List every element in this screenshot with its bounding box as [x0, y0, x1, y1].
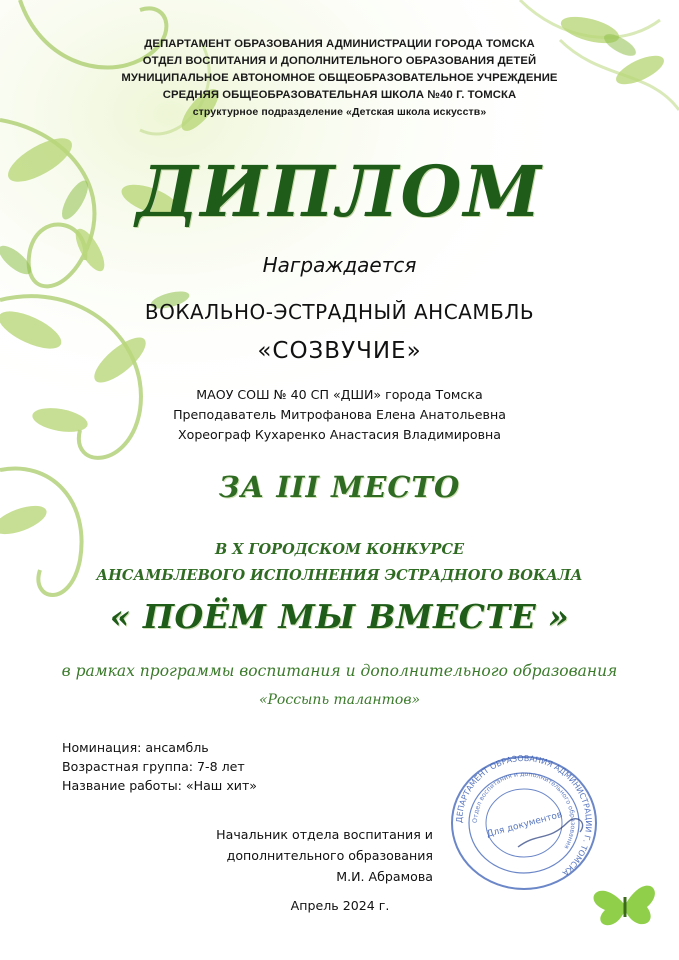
header-line-1: ДЕПАРТАМЕНТ ОБРАЗОВАНИЯ АДМИНИСТРАЦИИ ГОРОДА ТОМСКА [144, 38, 535, 50]
recipient-type: ВОКАЛЬНО-ЭСТРАДНЫЙ АНСАМБЛЬ [144, 300, 535, 324]
stamp-outer-text: ДЕПАРТАМЕНТ ОБРАЗОВАНИЯ АДМИНИСТРАЦИИ Г. ТОМСКА [454, 753, 594, 878]
nomination: Номинация: ансамбль [62, 740, 209, 755]
header-line-2: ОТДЕЛ ВОСПИТАНИЯ И ДОПОЛНИТЕЛЬНОГО ОБРАЗОВАНИЯ ДЕТЕЙ [142, 55, 537, 67]
signature-line-2: дополнительного образования [226, 848, 433, 863]
recipient-school: МАОУ СОШ № 40 СП «ДШИ» города Томска [196, 387, 483, 402]
recipient-choreographer: Хореограф Кухаренко Анастасия Владимировна [177, 427, 502, 442]
stamp-inner-text: Отдел воспитания и дополнительного образования [471, 770, 577, 850]
issue-date: Апрель 2024 г. [290, 898, 390, 913]
header-line-3: МУНИЦИПАЛЬНОЕ АВТОНОМНОЕ ОБЩЕОБРАЗОВАТЕЛЬНОЕ УЧРЕЖДЕНИЕ [121, 72, 558, 84]
contest-name: « ПОЁМ МЫ ВМЕСТЕ » [109, 597, 570, 636]
header-line-4: СРЕДНЯЯ ОБЩЕОБРАЗОВАТЕЛЬНАЯ ШКОЛА №40 Г. ТОМСКА [162, 89, 517, 101]
contest-line-1: В X ГОРОДСКОМ КОНКУРСЕ [214, 541, 465, 558]
signature-block [175, 824, 433, 887]
place-award: ЗА III МЕСТО [218, 470, 461, 504]
work-title: Название работы: «Наш хит» [62, 778, 258, 793]
signature-line-1: Начальник отдела воспитания и [216, 827, 433, 842]
official-stamp [448, 752, 600, 894]
recipient-name: «СОЗВУЧИЕ» [257, 338, 422, 364]
stamp-center-text: Для документов [485, 810, 564, 840]
contest-line-2: АНСАМБЛЕВОГО ИСПОЛНЕНИЯ ЭСТРАДНОГО ВОКАЛА [96, 567, 583, 584]
awarded-label: Награждается [262, 253, 417, 277]
diploma-title: ДИПЛОМ [136, 150, 543, 233]
details-list [62, 738, 257, 795]
program-line: в рамках программы воспитания и дополнительного образования [61, 662, 618, 680]
recipient-teacher: Преподаватель Митрофанова Елена Анатольевна [173, 407, 506, 422]
program-name: «Россыпь талантов» [258, 692, 421, 708]
signature-name: М.И. Абрамова [336, 869, 433, 884]
header-line-5: структурное подразделение «Детская школа искусств» [192, 106, 487, 118]
age-group: Возрастная группа: 7-8 лет [62, 759, 245, 774]
